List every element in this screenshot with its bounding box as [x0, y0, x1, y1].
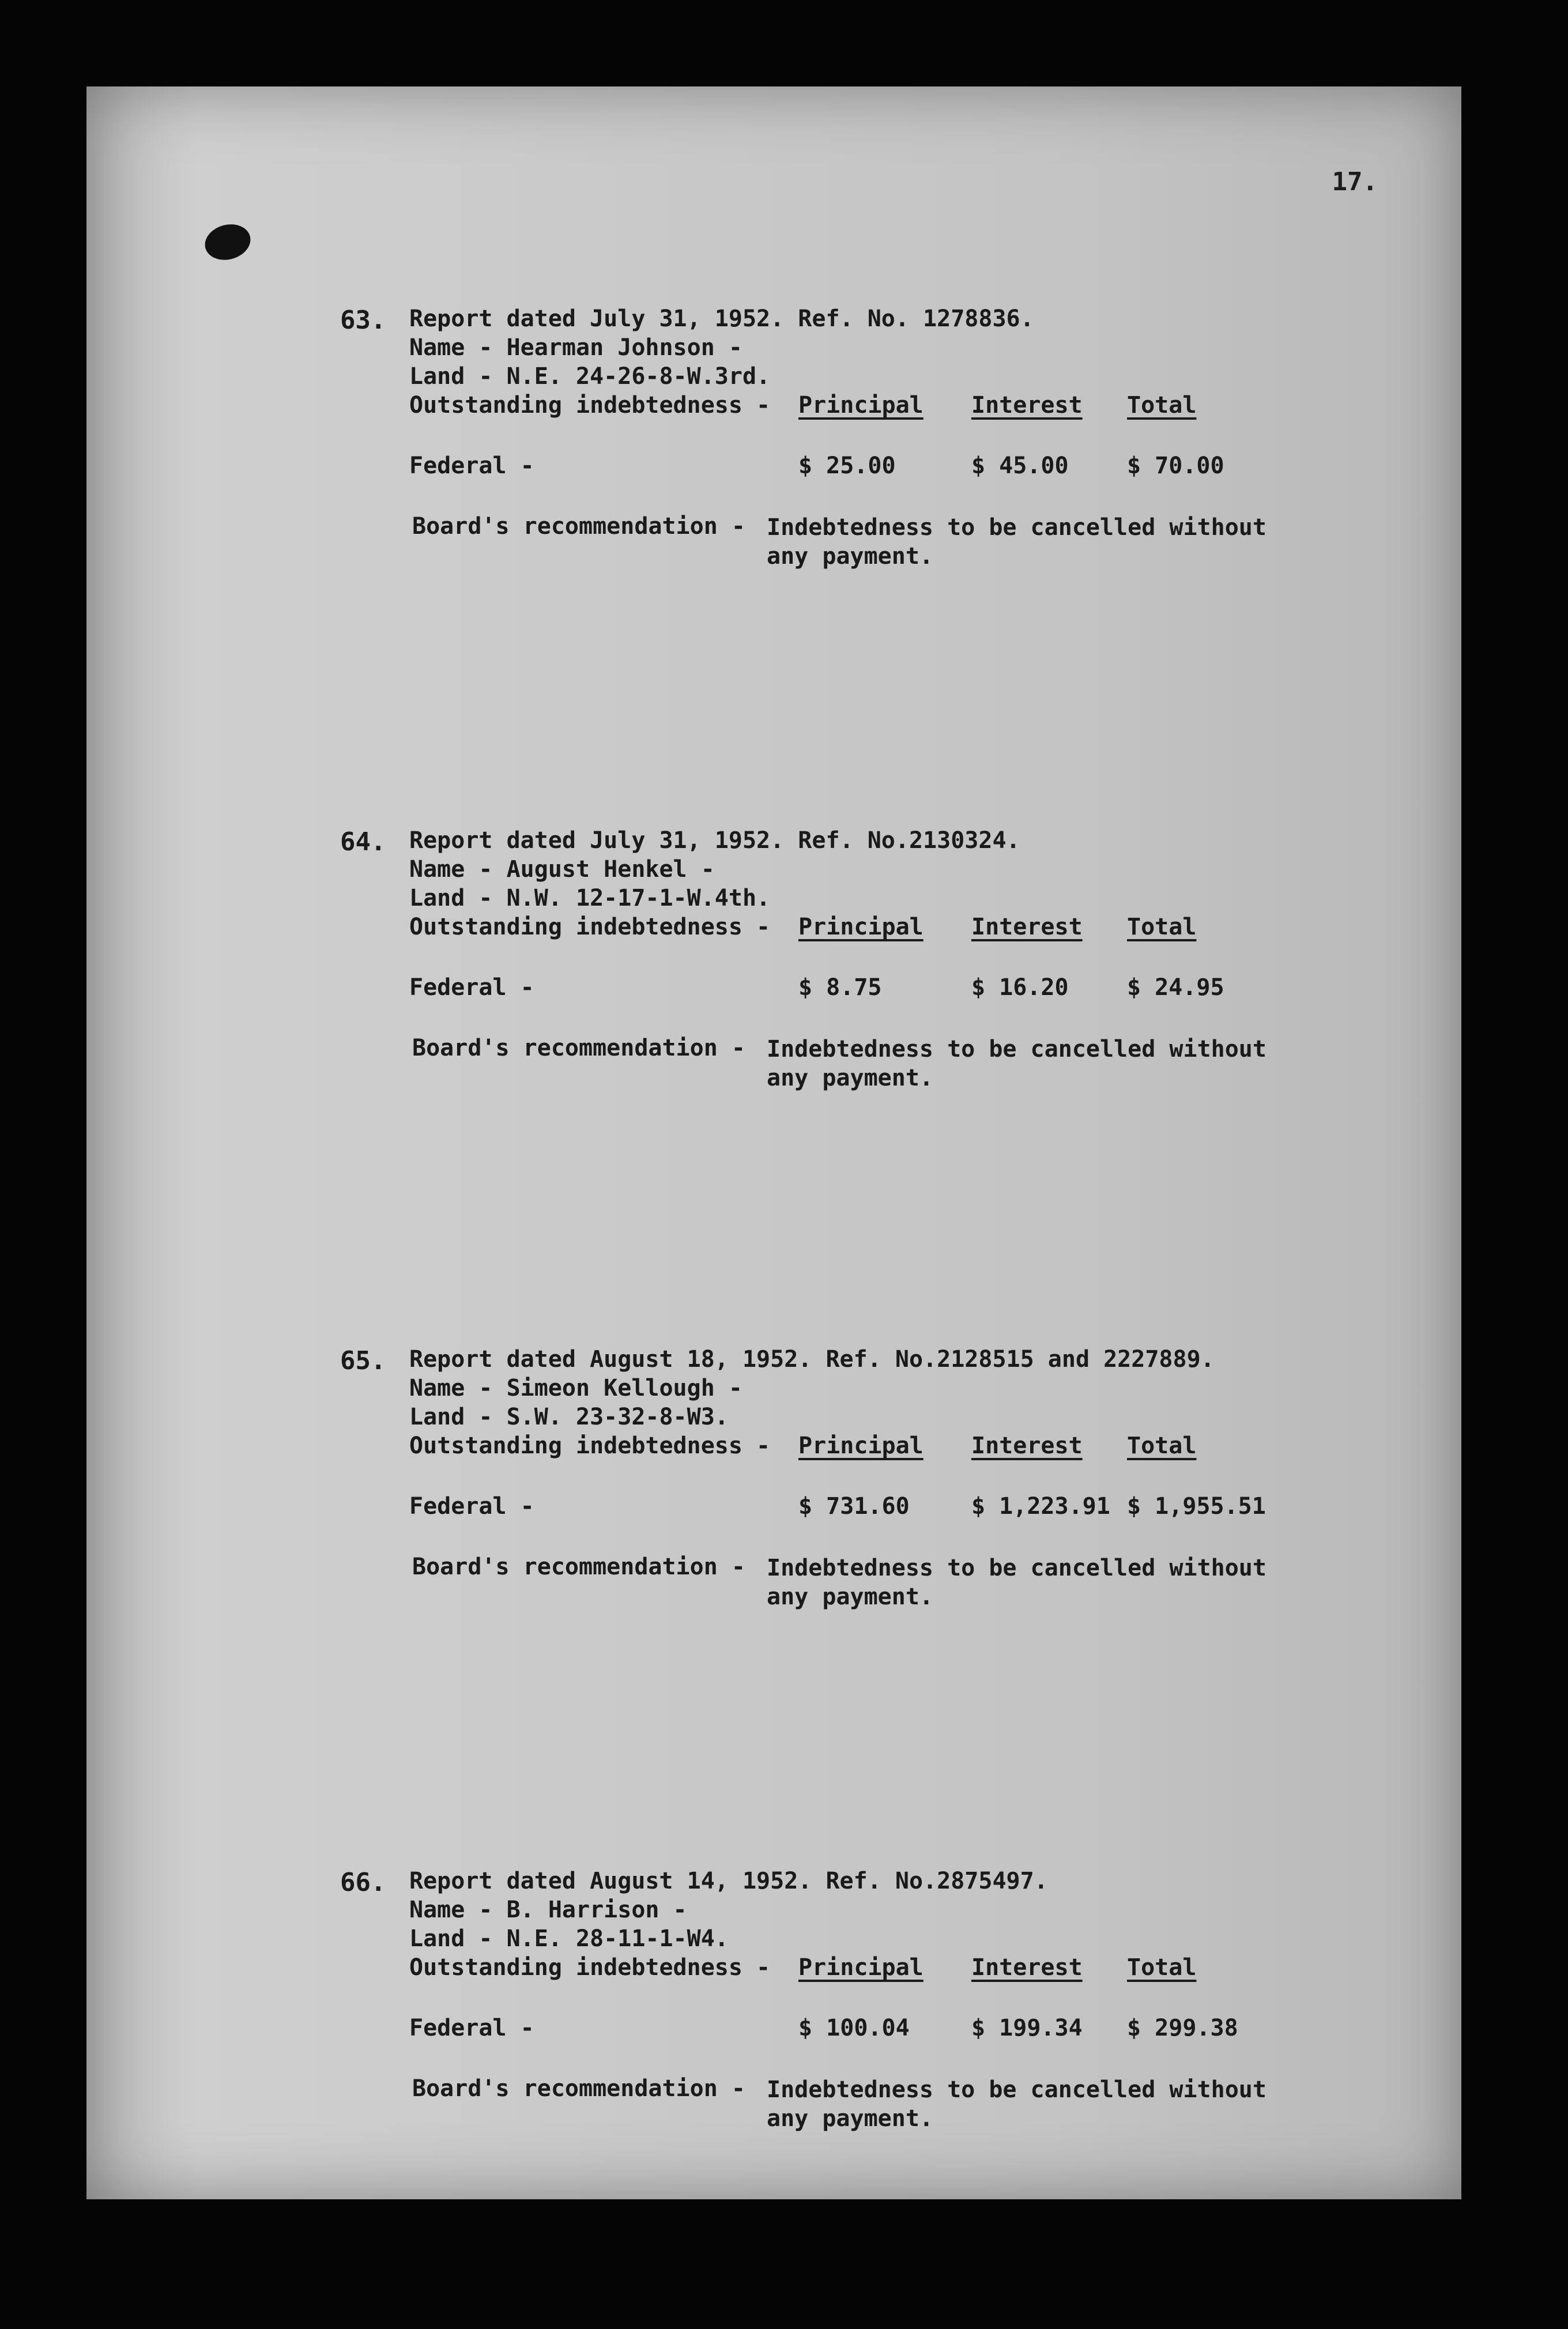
- entry-66: [0, 1868, 1568, 2191]
- total-header: Total: [1127, 914, 1197, 940]
- principal-value: $ 731.60: [798, 1493, 910, 1520]
- total-header: Total: [1127, 392, 1197, 419]
- principal-header: Principal: [798, 1954, 924, 1981]
- entry-number: 63.: [340, 306, 386, 335]
- name-line: Name - Simeon Kellough -: [409, 1375, 742, 1401]
- interest-value: $ 45.00: [971, 453, 1069, 479]
- federal-label: Federal -: [409, 1493, 534, 1520]
- total-value: $ 299.38: [1127, 2015, 1238, 2041]
- interest-value: $ 199.34: [971, 2015, 1083, 2041]
- recommendation-label: Board's recommendation -: [412, 513, 745, 540]
- entry-65: [0, 1346, 1568, 1669]
- name-line: Name - August Henkel -: [409, 856, 715, 883]
- recommendation-text: Indebtedness to be cancelled without any payment.: [767, 2076, 1267, 2132]
- total-value: $ 1,955.51: [1127, 1493, 1266, 1520]
- recommendation-label: Board's recommendation -: [412, 1554, 745, 1580]
- interest-value: $ 1,223.91: [971, 1493, 1110, 1520]
- land-line: Land - S.W. 23-32-8-W3.: [409, 1404, 729, 1430]
- recommendation-text: Indebtedness to be cancelled without any payment.: [767, 1036, 1267, 1091]
- federal-label: Federal -: [409, 2015, 534, 2041]
- total-header: Total: [1127, 1433, 1197, 1459]
- entry-number: 66.: [340, 1868, 386, 1897]
- outstanding-label: Outstanding indebtedness -: [409, 392, 771, 419]
- land-line: Land - N.W. 12-17-1-W.4th.: [409, 885, 771, 911]
- recommendation-text: Indebtedness to be cancelled without any payment.: [767, 1555, 1267, 1610]
- recommendation-label: Board's recommendation -: [412, 2075, 745, 2102]
- outstanding-label: Outstanding indebtedness -: [409, 914, 771, 940]
- federal-label: Federal -: [409, 974, 534, 1001]
- land-line: Land - N.E. 24-26-8-W.3rd.: [409, 363, 771, 390]
- entry-number: 65.: [340, 1346, 386, 1375]
- federal-label: Federal -: [409, 453, 534, 479]
- outstanding-label: Outstanding indebtedness -: [409, 1954, 771, 1981]
- total-value: $ 24.95: [1127, 974, 1224, 1001]
- principal-value: $ 100.04: [798, 2015, 910, 2041]
- report-line: Report dated August 18, 1952. Ref. No.2128515 and 2227889.: [409, 1346, 1215, 1373]
- principal-header: Principal: [798, 392, 924, 419]
- report-line: Report dated July 31, 1952. Ref. No. 1278836.: [409, 306, 1034, 332]
- entry-63: [0, 306, 1568, 628]
- report-line: Report dated August 14, 1952. Ref. No.2875497.: [409, 1868, 1048, 1894]
- name-line: Name - Hearman Johnson -: [409, 334, 742, 361]
- report-line: Report dated July 31, 1952. Ref. No.2130324.: [409, 827, 1020, 854]
- interest-header: Interest: [971, 392, 1083, 419]
- recommendation-label: Board's recommendation -: [412, 1035, 745, 1061]
- recommendation-text: Indebtedness to be cancelled without any payment.: [767, 514, 1267, 570]
- principal-value: $ 8.75: [798, 974, 882, 1001]
- principal-value: $ 25.00: [798, 453, 896, 479]
- principal-header: Principal: [798, 914, 924, 940]
- interest-value: $ 16.20: [971, 974, 1069, 1001]
- total-header: Total: [1127, 1954, 1197, 1981]
- page-number: 17.: [1332, 167, 1378, 197]
- outstanding-label: Outstanding indebtedness -: [409, 1433, 771, 1459]
- entry-number: 64.: [340, 827, 386, 857]
- name-line: Name - B. Harrison -: [409, 1897, 687, 1923]
- total-value: $ 70.00: [1127, 453, 1224, 479]
- principal-header: Principal: [798, 1433, 924, 1459]
- interest-header: Interest: [971, 1433, 1083, 1459]
- interest-header: Interest: [971, 1954, 1083, 1981]
- interest-header: Interest: [971, 914, 1083, 940]
- entry-64: [0, 827, 1568, 1150]
- land-line: Land - N.E. 28-11-1-W4.: [409, 1925, 729, 1952]
